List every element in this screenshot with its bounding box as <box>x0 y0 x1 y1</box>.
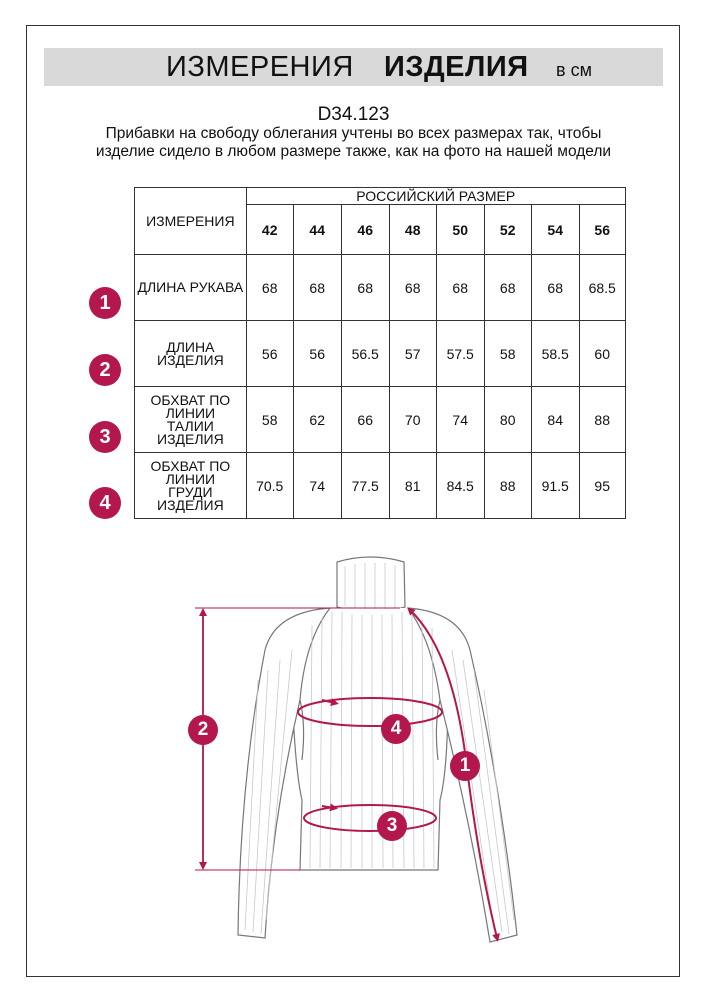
size-header: 46 <box>341 205 389 255</box>
figure-marker-4: 4 <box>381 714 411 744</box>
cell: 68 <box>531 255 579 321</box>
cell: 91.5 <box>531 453 579 519</box>
cell: 68 <box>484 255 531 321</box>
size-header: 44 <box>293 205 341 255</box>
title-unit: в см <box>556 60 592 80</box>
cell: 68 <box>246 255 293 321</box>
cell: 68.5 <box>579 255 625 321</box>
row-number-badge: 3 <box>89 421 121 453</box>
cell: 70.5 <box>246 453 293 519</box>
cell: 68 <box>436 255 484 321</box>
cell: 58 <box>246 387 293 453</box>
size-caption: РОССИЙСКИЙ РАЗМЕР <box>246 188 625 205</box>
cell: 77.5 <box>341 453 389 519</box>
size-header: 54 <box>531 205 579 255</box>
cell: 56 <box>293 321 341 387</box>
product-code: D34.123 <box>317 104 390 125</box>
cell: 70 <box>389 387 436 453</box>
size-header: 48 <box>389 205 436 255</box>
cell: 62 <box>293 387 341 453</box>
row-label: ДЛИНА ИЗДЕЛИЯ <box>135 321 247 387</box>
cell: 74 <box>436 387 484 453</box>
figure-marker-1: 1 <box>450 751 480 781</box>
size-header: 50 <box>436 205 484 255</box>
cell: 88 <box>484 453 531 519</box>
cell: 66 <box>341 387 389 453</box>
cell: 74 <box>293 453 341 519</box>
cell: 68 <box>389 255 436 321</box>
cell: 58 <box>484 321 531 387</box>
size-header: 52 <box>484 205 531 255</box>
size-header: 42 <box>246 205 293 255</box>
cell: 80 <box>484 387 531 453</box>
figure-marker-2: 2 <box>188 715 218 745</box>
cell: 68 <box>293 255 341 321</box>
cell: 57.5 <box>436 321 484 387</box>
title-measurements: ИЗМЕРЕНИЯ <box>166 51 354 83</box>
cell: 56.5 <box>341 321 389 387</box>
cell: 84.5 <box>436 453 484 519</box>
table-corner-label: ИЗМЕРЕНИЯ <box>135 188 247 255</box>
sweater-outline <box>238 557 517 942</box>
row-number-badge: 4 <box>89 487 121 519</box>
cell: 84 <box>531 387 579 453</box>
row-number-badge: 1 <box>89 287 121 319</box>
cell: 58.5 <box>531 321 579 387</box>
row-label: ОБХВАТ ПО ЛИНИИ ТАЛИИ ИЗДЕЛИЯ <box>135 387 247 453</box>
figure-marker-3: 3 <box>377 811 407 841</box>
cell: 56 <box>246 321 293 387</box>
title-product: ИЗДЕЛИЯ <box>384 51 529 83</box>
row-label: ОБХВАТ ПО ЛИНИИ ГРУДИ ИЗДЕЛИЯ <box>135 453 247 519</box>
cell: 88 <box>579 387 625 453</box>
cell: 60 <box>579 321 625 387</box>
cell: 57 <box>389 321 436 387</box>
cell: 68 <box>341 255 389 321</box>
size-header: 56 <box>579 205 625 255</box>
row-number-badge: 2 <box>89 354 121 386</box>
row-label: ДЛИНА РУКАВА <box>135 255 247 321</box>
cell: 81 <box>389 453 436 519</box>
fit-note: Прибавки на свободу облегания учтены во всех размерах так, чтобы изделие сидело в любом размере также, как на фото на нашей модели <box>95 125 612 160</box>
cell: 95 <box>579 453 625 519</box>
